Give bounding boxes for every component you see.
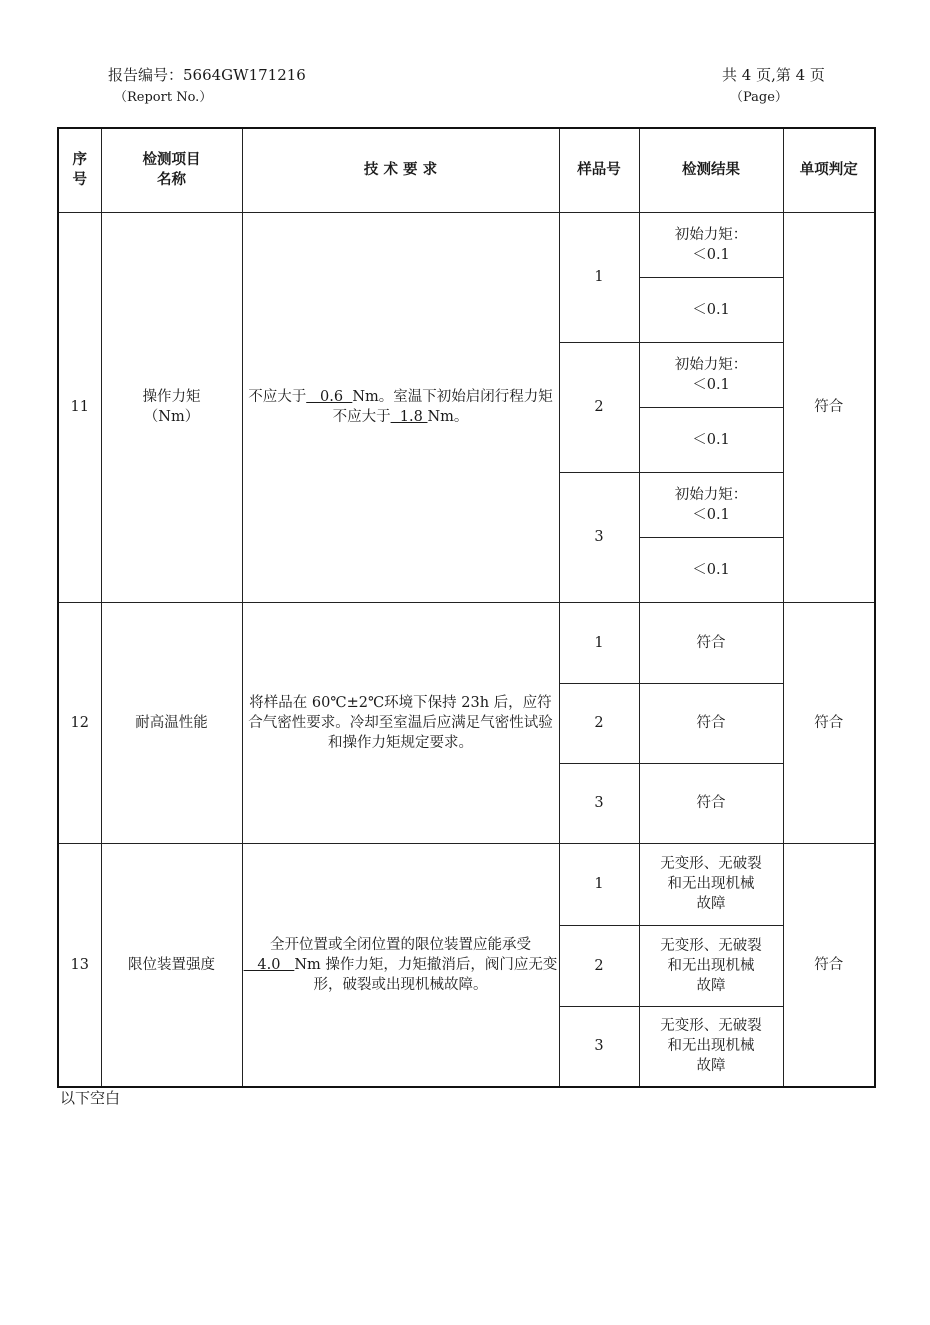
report-number: 报告编号：5664GW171216 <box>108 66 306 84</box>
sample-id: 3 <box>559 763 639 843</box>
result-cell: ＜0.1 <box>639 407 783 472</box>
row-no: 13 <box>58 843 101 1087</box>
report-number-en: （Report No.） <box>114 90 213 105</box>
page-indicator: 共 4 页,第 4 页 <box>722 66 825 84</box>
result-cell: ＜0.1 <box>639 277 783 342</box>
result-cell: ＜0.1 <box>639 537 783 602</box>
result-cell: 初始力矩： ＜0.1 <box>639 472 783 537</box>
sample-id: 2 <box>559 925 639 1006</box>
sample-id: 2 <box>559 683 639 763</box>
row-requirement: 将样品在 60℃±2℃环境下保持 23h 后，应符合气密性要求。冷却至室温后应满足气密性试验和操作力矩规定要求。 <box>242 602 559 843</box>
header-requirement: 技 术 要 求 <box>242 128 559 212</box>
result-cell: 无变形、无破裂 和无出现机械 故障 <box>639 843 783 925</box>
sample-id: 1 <box>559 843 639 925</box>
end-note: 以下空白 <box>60 1089 121 1107</box>
result-cell: 符合 <box>639 602 783 683</box>
row-verdict: 符合 <box>783 602 875 843</box>
result-cell: 无变形、无破裂 和无出现机械 故障 <box>639 925 783 1006</box>
result-cell: 符合 <box>639 683 783 763</box>
row-requirement: 全开位置或全闭位置的限位装置应能承受 4.0 Nm 操作力矩，力矩撤消后，阀门应无变形，破裂或出现机械故障。 <box>242 843 559 1087</box>
sample-id: 1 <box>559 602 639 683</box>
header-item: 检测项目 名称 <box>101 128 242 212</box>
row-no: 12 <box>58 602 101 843</box>
table-row <box>58 212 875 277</box>
result-cell: 初始力矩： ＜0.1 <box>639 212 783 277</box>
header-result: 检测结果 <box>639 128 783 212</box>
report-table <box>57 127 876 1088</box>
sample-id: 3 <box>559 472 639 602</box>
header-sample: 样品号 <box>559 128 639 212</box>
row-item: 限位装置强度 <box>101 843 242 1087</box>
table-row <box>58 843 875 925</box>
result-cell: 无变形、无破裂 和无出现机械 故障 <box>639 1006 783 1087</box>
table-row <box>58 602 875 683</box>
header-verdict: 单项判定 <box>783 128 875 212</box>
row-item: 耐高温性能 <box>101 602 242 843</box>
page-indicator-en: （Page） <box>730 90 788 105</box>
header-no: 序 号 <box>58 128 101 212</box>
row-no: 11 <box>58 212 101 602</box>
result-cell: 符合 <box>639 763 783 843</box>
sample-id: 3 <box>559 1006 639 1087</box>
row-verdict: 符合 <box>783 843 875 1087</box>
table-header-row <box>58 128 875 212</box>
sample-id: 1 <box>559 212 639 342</box>
sample-id: 2 <box>559 342 639 472</box>
row-verdict: 符合 <box>783 212 875 602</box>
row-item: 操作力矩 （Nm） <box>101 212 242 602</box>
result-cell: 初始力矩： ＜0.1 <box>639 342 783 407</box>
row-requirement: 不应大于 0.6 Nm。室温下初始启闭行程力矩不应大于 1.8 Nm。 <box>242 212 559 602</box>
